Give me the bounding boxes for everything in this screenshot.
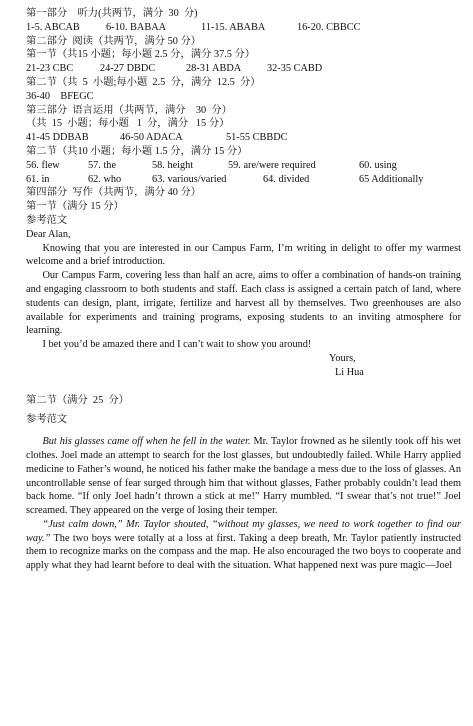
fill-answer: 56. flew — [26, 159, 60, 171]
answer-group: 46-50 ADACA — [120, 132, 183, 144]
fill-answer: 57. the — [88, 159, 117, 171]
answer-group: 24-27 DBDC — [100, 63, 156, 75]
part4-section1-header: 第一节（满分 15 分） — [26, 201, 124, 213]
answer-group: 32-35 CABD — [267, 63, 323, 75]
letter-closing: Yours, — [329, 352, 356, 364]
part2-header: 第二部分 阅读（共两节，满分 50 分） — [26, 35, 202, 47]
letter-signature: Li Hua — [335, 366, 364, 378]
letter-paragraph-1: Knowing that you are interested in our Campus Farm, I’m writing in delight to offer my warmest welcome and a brief introduction. — [26, 242, 461, 268]
story-text: The two boys were totally at a loss at first. Taking a deep breath, Mr. Taylor patiently instructed them to recognize marks on the compass and the map. He also encouraged the two boys to cooperate and apply what they had learnt before to deal with the situation. What happened next was pure magic—Joel — [26, 532, 461, 572]
part3-section1-header: （共 15 小题；每小题 1 分，满分 15 分） — [26, 118, 230, 130]
part1-header: 第一部分 听力(共两节，满分 30 分) — [26, 8, 198, 19]
part3-header: 第三部分 语言运用（共两节，满分 30 分） — [26, 104, 232, 116]
story-text: Mr. Taylor frowned as he silently took off his wet clothes. Joel made an attempt to search for the lost glasses, but undoubtedly failed. While Harry applied medicine to Father’s wound, he noticed his father make the bandage a mess due to the loss of glasses. An uncontrollable sense of fear surged through him that without glasses, Father probably couldn’t lead them back home. “If only Joel hadn’t thrown a stick at me!” Harry mumbled. “I swear that’s not true!” Joel screamed. They appeared on the verge of losing their temper. — [26, 436, 462, 517]
part3-section1-answers — [26, 131, 461, 145]
part4-header: 第四部分 写作（共两节，满分 40 分） — [26, 187, 202, 199]
model-essay-label: 参考范文 — [26, 414, 68, 426]
answer-group: 16-20. CBBCC — [297, 21, 361, 33]
story-lead-sentence: But his glasses came off when he fell in the water. — [42, 436, 251, 448]
letter-paragraph-3: I bet you’d be amazed there and I can’t wait to show you around! — [42, 339, 312, 351]
fill-answer: 62. who — [88, 173, 122, 185]
fill-answer: 64. divided — [263, 173, 310, 185]
fill-answer: 58. height — [152, 159, 194, 171]
letter-paragraph-2: Our Campus Farm, covering less than half an acre, aims to offer a combination of hands-on training and engaging classroom to both students and staff. Each class is assigned a certain patch of land, where students can design, plant, irrigate, fertilize and harvest all by themselves. Two greenhouses are also available for experiments and training programs, exposing students to an inviting atmosphere for learning. — [26, 270, 461, 337]
fill-answer: 63. various/varied — [152, 173, 227, 185]
answer-group: 11-15. ABABA — [201, 21, 266, 33]
story-paragraph-2 — [26, 518, 461, 573]
fill-answer: 65 Additionally — [359, 173, 424, 185]
model-essay-label: 参考范文 — [26, 214, 68, 226]
fill-answers-row-1 — [26, 159, 461, 173]
answer-group: 51-55 CBBDC — [226, 132, 288, 144]
part1-answers — [26, 21, 461, 35]
part2-section2-header: 第二节（共 5 小题;每小题 2.5 分，满分 12.5 分） — [26, 76, 261, 88]
answer-group: 21-23 CBC — [26, 63, 74, 75]
fill-answer: 59. are/were required — [228, 159, 316, 171]
answer-group: 41-45 DDBAB — [26, 132, 89, 144]
fill-answers-row-2 — [26, 173, 461, 187]
fill-answer: 60. using — [359, 159, 397, 171]
story-paragraph-1 — [26, 435, 461, 518]
answer-group: 28-31 ABDA — [186, 63, 242, 75]
part3-section2-header: 第二节（共10 小题；每小题 1.5 分，满分 15 分） — [26, 145, 248, 157]
letter-greeting: Dear Alan, — [26, 228, 71, 240]
fill-answer: 61. in — [26, 173, 50, 185]
story-lead-sentence: “Just calm down,” Mr. Taylor shouted, “without my glasses, we need to work together to find our way.” — [26, 518, 461, 544]
part2-section1-answers — [26, 62, 461, 76]
part2-section2-answers: 36-40 BFEGC — [26, 90, 94, 102]
part2-section1-header: 第一节（共15 小题；每小题 2.5 分，满分 37.5 分） — [26, 49, 256, 61]
answer-group: 1-5. ABCAB — [26, 21, 80, 33]
answer-group: 6-10. BABAA — [106, 21, 167, 33]
part4-section2-header: 第二节（满分 25 分） — [26, 394, 129, 406]
